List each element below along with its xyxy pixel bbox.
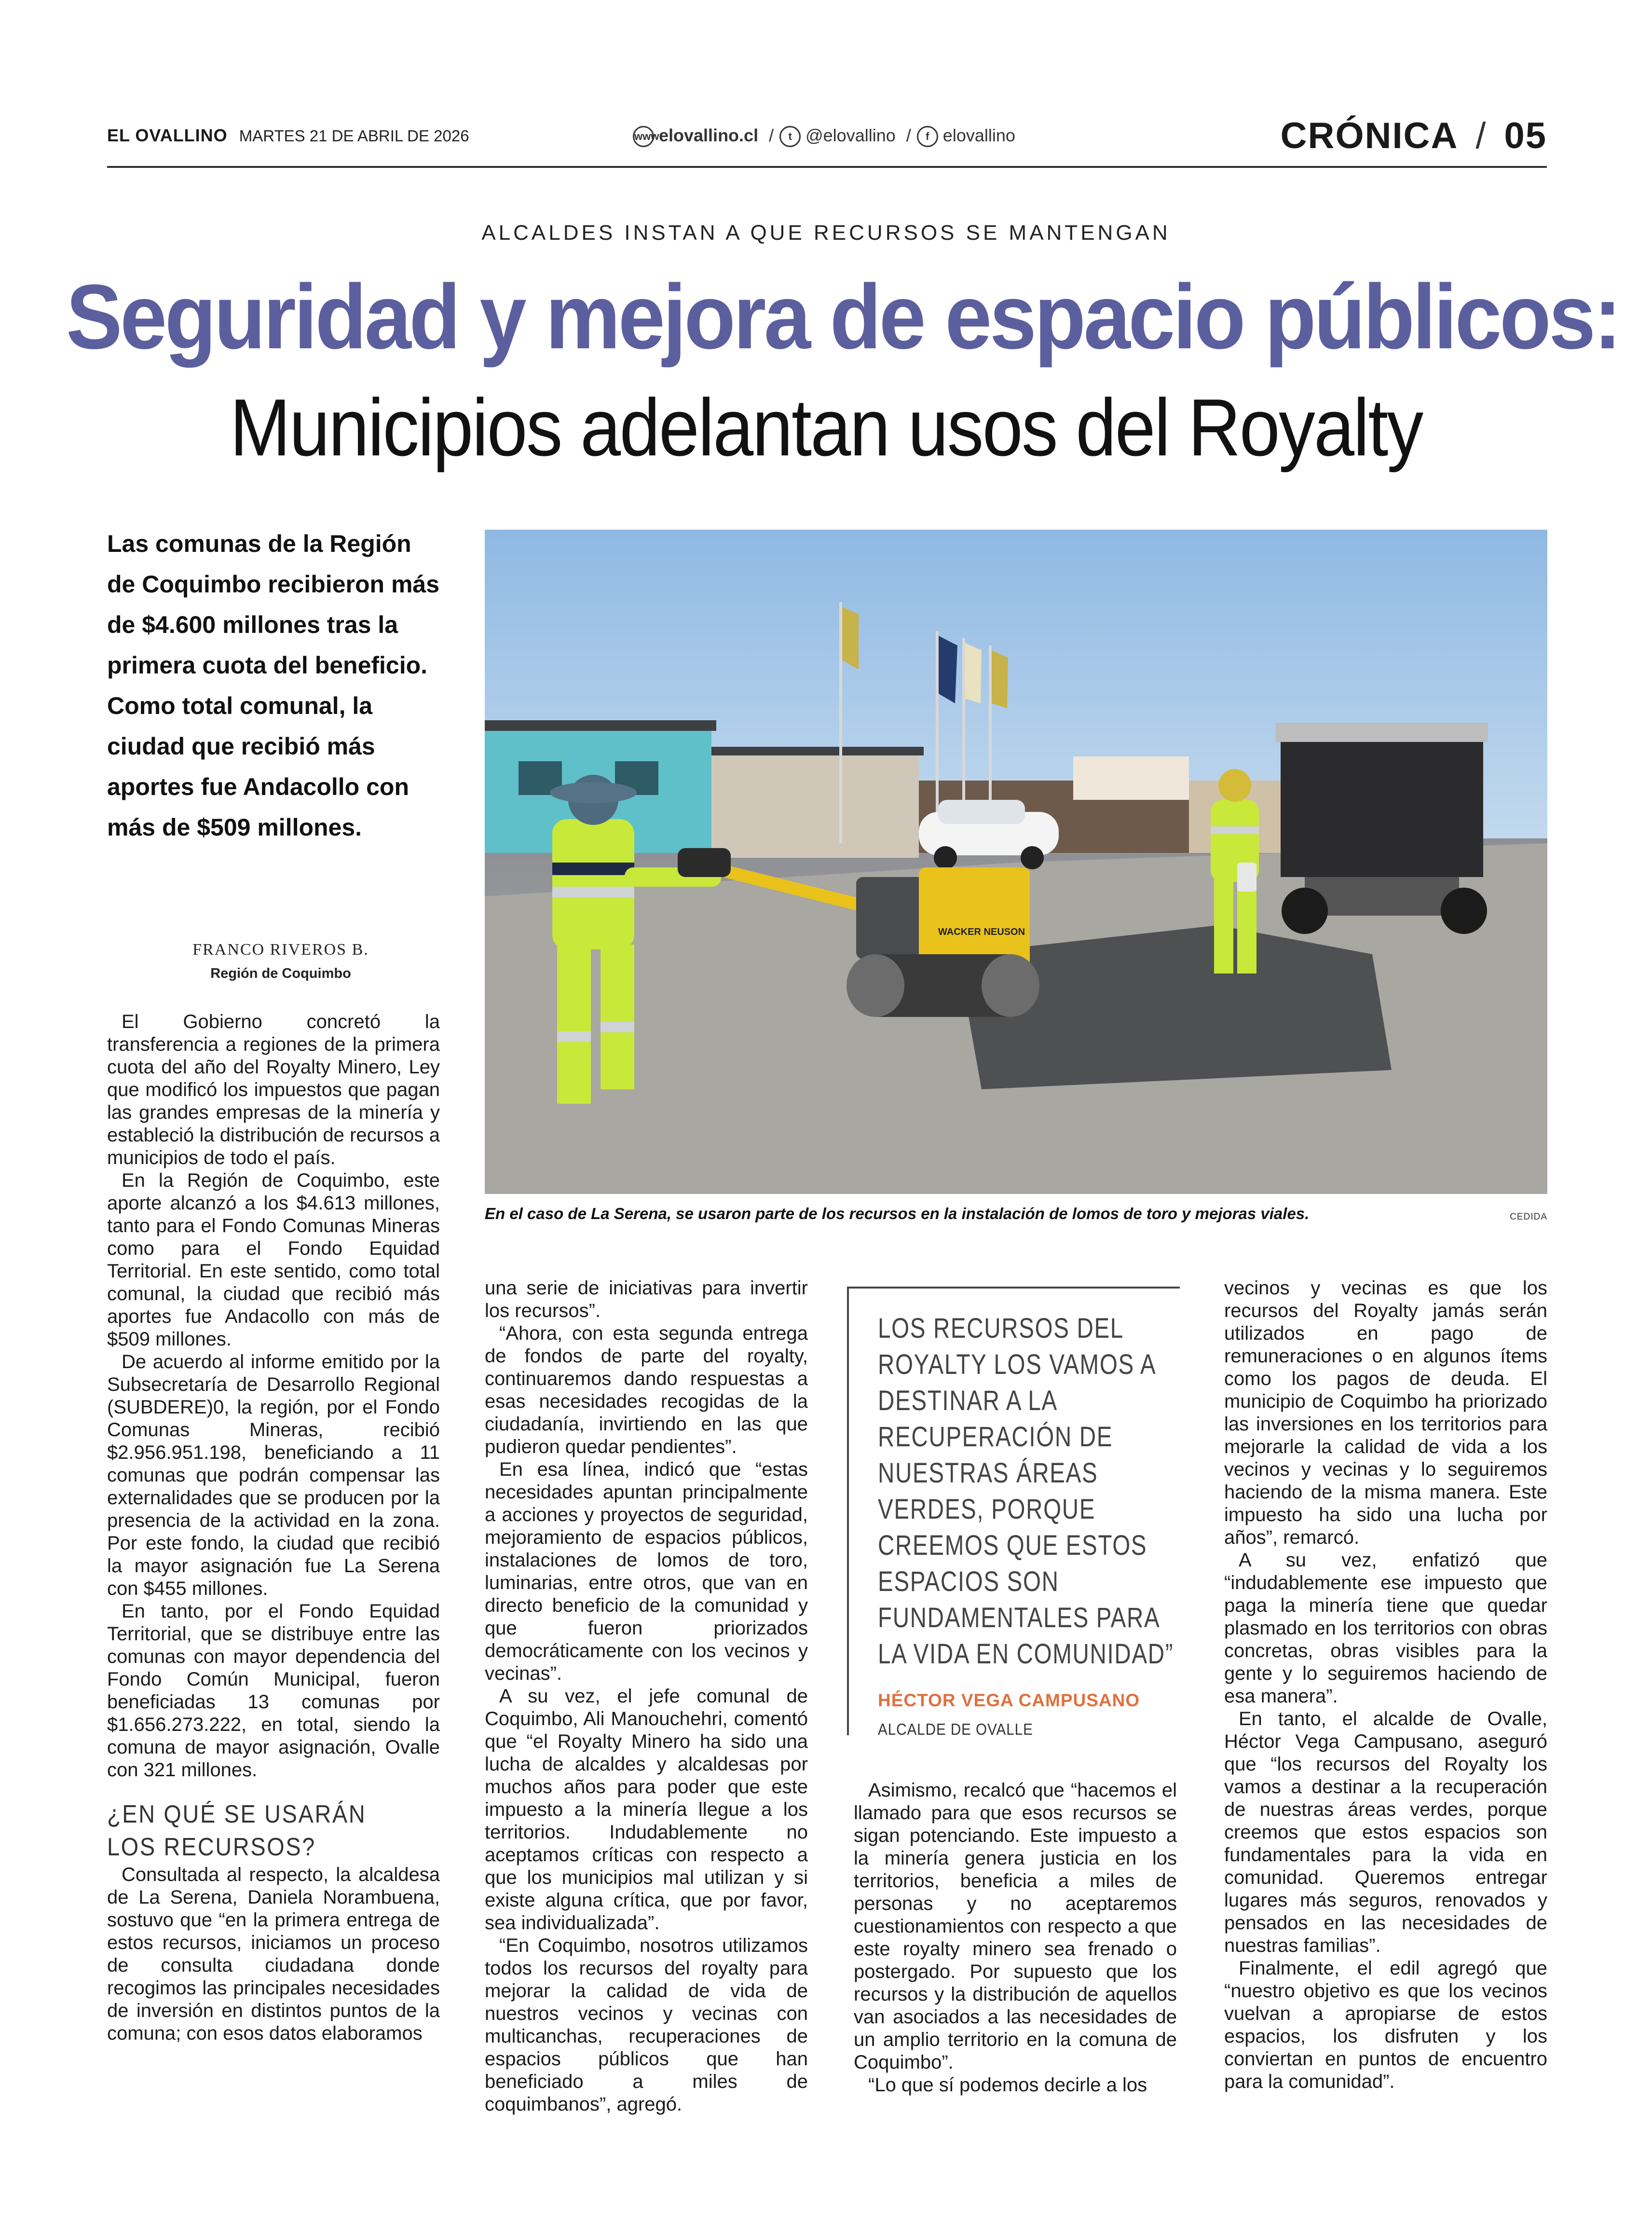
photo-credit: CEDIDA: [1510, 1212, 1547, 1222]
body-column-1: [107, 1011, 440, 2045]
article-lead: Las comunas de la Región de Coquimbo recibieron más de $4.600 millones tras la primera cuota del beneficio. Como total comunal, la ciudad que recibió más aportes fue Andacollo con más de $509 millones.: [107, 530, 440, 841]
paragraph: Asimismo, recalcó que “hacemos el llamado para que esos recursos se sigan potenciando. Este impuesto a la minería genera justicia en los territorios, beneficia a miles de personas y no aceptaremos cuestionamientos con respecto a que este royalty minero sea frenado o postergado. Por supuesto que los recursos y la distribución de aquellos van asociados a las necesidades de un amplio territorio en la comuna de Coquimbo”.: [854, 1780, 1177, 2073]
paragraph: “Ahora, con esta segunda entrega de fondos de parte del royalty, continuaremos dando respuestas a esas necesidades recogidas de la ciudadanía, invirtiendo en las que pudieron quedar pendientes”.: [485, 1323, 808, 1457]
paragraph: “Lo que sí podemos decirle a los: [868, 2074, 1147, 2096]
machine-brand-label: WACKER NEUSON: [938, 927, 1025, 937]
separator: /: [1475, 115, 1487, 156]
issue-date: MARTES 21 DE ABRIL DE 2026: [239, 127, 469, 145]
facebook-icon: f: [917, 126, 938, 147]
paragraph: A su vez, enfatizó que “indudablemente ese impuesto que paga la minería tiene que quedar plasmado en los territorios con obras concretas, obras visibles para la gente y lo seguiremos haciendo de esa manera”.: [1224, 1550, 1547, 1707]
website-link[interactable]: elovallino.cl: [659, 125, 759, 145]
body-column-3: [854, 1779, 1177, 2097]
social-links: [633, 125, 1015, 147]
photo-caption: En el caso de La Serena, se usaron parte de los recursos en la instalación de lomos de toro y mejoras viales.: [485, 1205, 1310, 1222]
section-name: CRÓNICA: [1280, 115, 1459, 156]
article-headline: Seguridad y mejora de espacio públicos:: [66, 266, 1620, 368]
facebook-handle[interactable]: elovallino: [942, 125, 1015, 145]
separator: /: [769, 125, 774, 145]
paragraph: En tanto, el alcalde de Ovalle, Héctor Vega Campusano, aseguró que “los recursos del Royalty los vamos a destinar a la recuperación de nuestras áreas verdes, porque creemos que estos espacios son fundamentales para la vida en comunidad. Queremos entregar lugares más seguros, renovados y pensados en las necesidades de nuestras familias”.: [1224, 1708, 1547, 1956]
author-name: FRANCO RIVEROS B.: [192, 941, 369, 959]
globe-icon: www: [633, 126, 654, 147]
paragraph: Consultada al respecto, la alcaldesa de La Serena, Daniela Norambuena, sostuvo que “en la primera entrega de estos recursos, iniciamos un proceso de consulta ciudadana donde recogimos las principales necesidades de inversión en distintos puntos de la comuna; con esos datos elaboramos: [107, 1864, 440, 2044]
paragraph: Finalmente, el edil agregó que “nuestro objetivo es que los vecinos vuelvan a apropiarse de estos espacios, los disfruten y los conviertan en puntos de encuentro para la comunidad”.: [1224, 1958, 1547, 2092]
paragraph: En la Región de Coquimbo, este aporte alcanzó a los $4.613 millones, tanto para el Fondo Comunas Mineras como para el Fondo Equidad Territorial. En este sentido, como total comunal, la ciudad que recibió más aportes fue Andacollo con más de $509 millones.: [107, 1170, 440, 1350]
subtitle-line-2: LOS RECURSOS?: [107, 1833, 316, 1861]
masthead: [107, 125, 469, 146]
paragraph: En tanto, por el Fondo Equidad Territorial, que se distribuye entre las comunas con mayor dependencia del Fondo Común Municipal, fueron beneficiadas 13 comunas por $1.656.273.222, en total, siendo la comuna de mayor asignación, Ovalle con 321 millones.: [107, 1601, 440, 1781]
section-subtitle: [107, 1798, 420, 1864]
pull-quote-role: ALCALDE DE OVALLE: [878, 1720, 1033, 1738]
paragraph: “En Coquimbo, nosotros utilizamos todos los recursos del royalty para mejorar la calidad de vida de nuestros vecinos y vecinas con multicanchas, recuperaciones de espacios públicos que han beneficiado a miles de coquimbanos”, agregó.: [485, 1935, 808, 2115]
brand-name: EL OVALLINO: [107, 125, 228, 145]
subtitle-line-1: ¿EN QUÉ SE USARÁN: [107, 1800, 367, 1828]
page-header: [107, 115, 1547, 168]
pull-quote: [847, 1287, 1180, 1738]
road-work-illustration: [485, 530, 1547, 1194]
article-subhead: Municipios adelantan usos del Royalty: [230, 382, 1422, 473]
author-place: Región de Coquimbo: [210, 966, 351, 981]
paragraph: De acuerdo al informe emitido por la Subsecretaría de Desarrollo Regional (SUBDERE)0, la región, por el Fondo Comunas Mineras, recibió $2.956.951.198, beneficiando a 11 comunas que podrán compensar las externalidades que se producen por la presencia de la actividad en la zona. Por este fondo, la ciudad que recibió la mayor asignación fue La Serena con $455 millones.: [107, 1351, 440, 1599]
page-number: 05: [1504, 115, 1547, 156]
paragraph: vecinos y vecinas es que los recursos del Royalty jamás serán utilizados en pago de remuneraciones o en algunos ítems como los pagos de deuda. El municipio de Coquimbo ha priorizado las inversiones en los territorios para mejorarle la calidad de vida a los vecinos y vecinas y lo seguiremos haciendo de la misma manera. Este impuesto ha sido una lucha por años”, remarcó.: [1224, 1277, 1547, 1548]
paragraph: una serie de iniciativas para invertir los recursos”.: [485, 1277, 808, 1321]
paragraph: El Gobierno concretó la transferencia a regiones de la primera cuota del año del Royalty Minero, Ley que modificó los impuestos que pagan las grandes empresas de la minería y estableció la distribución de recursos a municipios de todo el país.: [107, 1011, 440, 1168]
article-kicker: ALCALDES INSTAN A QUE RECURSOS SE MANTENGAN: [481, 221, 1171, 245]
twitter-icon: t: [779, 126, 801, 147]
article-photo: [485, 530, 1547, 1194]
separator: /: [906, 125, 911, 145]
body-column-4: [1224, 1277, 1547, 2093]
twitter-handle[interactable]: @elovallino: [806, 125, 896, 145]
paragraph: En esa línea, indicó que “estas necesidades apuntan principalmente a acciones y proyectos de seguridad, mejoramiento de espacios públicos, instalaciones de lomos de toro, luminarias, entre otros, que van en directo beneficio de la comunidad y que fueron priorizados democráticamente con los vecinos y vecinas”.: [485, 1459, 808, 1684]
body-column-2: [485, 1277, 808, 2116]
paragraph: A su vez, el jefe comunal de Coquimbo, Ali Manouchehri, comentó que “el Royalty Minero ha sido una lucha de alcaldes y alcaldesas por muchos años para poder que este impuesto a la minería llegue a los territorios. Indudablemente no aceptamos críticas con respecto a que los municipios mal utilizan y si existe alguna crítica, que por favor, sea individualizada”.: [485, 1686, 808, 1934]
byline: [107, 941, 454, 982]
pull-quote-author: HÉCTOR VEGA CAMPUSANO: [878, 1690, 1140, 1710]
pull-quote-text: LOS RECURSOS DEL ROYALTY LOS VAMOS A DESTINAR A LA RECUPERACIÓN DE NUESTRAS ÁREAS VERDES, PORQUE CREEMOS QUE ESTOS ESPACIOS SON FUNDAMENTALES PARA LA VIDA EN COMUNIDAD”: [878, 1313, 1174, 1670]
section-label: [1281, 115, 1547, 157]
